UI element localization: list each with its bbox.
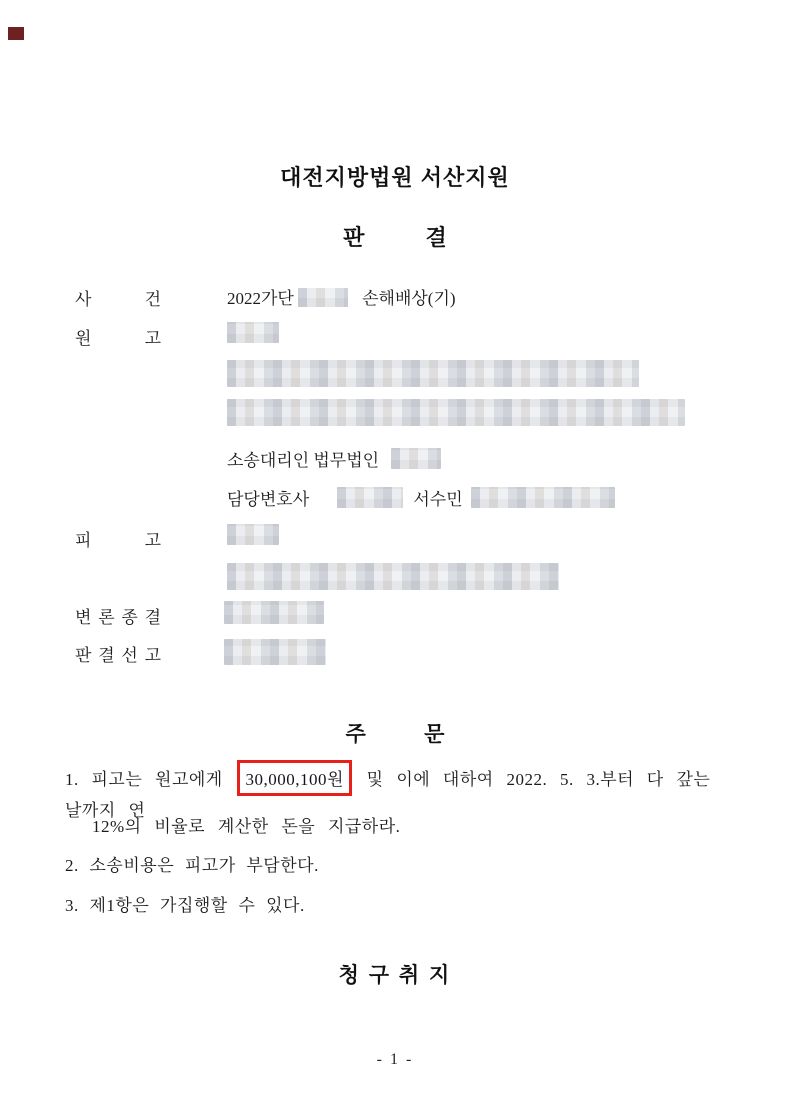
document-title: 판 결 xyxy=(343,225,447,250)
redacted-plaintiff-address-line2 xyxy=(227,399,685,426)
claim-heading: 청 구 취 지 xyxy=(338,964,452,987)
plaintiff-label: 원 고 xyxy=(75,329,161,348)
defendant-label: 피 고 xyxy=(75,531,161,550)
order-item-2: 2. 소송비용은 피고가 부담한다. xyxy=(65,856,319,875)
order-item-1-line-2: 12%의 비율로 계산한 돈을 지급하라. xyxy=(92,817,401,836)
page-number: - 1 - xyxy=(376,1051,414,1068)
redacted-closing-date xyxy=(224,601,324,624)
case-number-prefix: 2022가단 xyxy=(227,289,294,308)
case-label: 사 건 xyxy=(75,290,161,309)
closing-label: 변 론 종 결 xyxy=(75,608,161,627)
attorney-line xyxy=(227,485,615,510)
counsel-text: 소송대리인 법무법인 xyxy=(227,451,380,470)
sentencing-label: 판 결 선 고 xyxy=(75,646,161,665)
redacted-case-number xyxy=(298,288,348,307)
scan-corner-artifact xyxy=(8,27,24,40)
case-type: 손해배상(기) xyxy=(362,289,456,308)
attorney-name: 서수민 xyxy=(413,490,463,509)
redacted-defendant-name xyxy=(227,524,279,545)
order-item-1-prefix: 1. 피고는 원고에게 xyxy=(65,770,223,789)
redacted-plaintiff-name xyxy=(227,322,279,343)
court-name: 대전지방법원 서산지원 xyxy=(280,165,510,190)
redacted-plaintiff-address-line1 xyxy=(227,360,639,387)
redacted-attorney-names-2 xyxy=(471,487,615,508)
redacted-defendant-address xyxy=(227,563,559,590)
order-item-3: 3. 제1항은 가집행할 수 있다. xyxy=(65,896,305,915)
redacted-attorney-name-1 xyxy=(337,487,403,508)
case-value xyxy=(227,284,456,309)
highlighted-amount: 30,000,100원 xyxy=(237,760,351,796)
order-item-1-suffix: 및 이에 대하여 2022. 5. 3.부터 다 갚는 날까지 연 xyxy=(65,770,711,820)
counsel-line xyxy=(227,446,441,471)
redacted-law-firm-name xyxy=(391,448,441,469)
order-heading: 주 문 xyxy=(345,723,445,746)
attorney-prefix: 담당변호사 xyxy=(227,490,310,509)
redacted-sentencing-date xyxy=(224,639,326,665)
